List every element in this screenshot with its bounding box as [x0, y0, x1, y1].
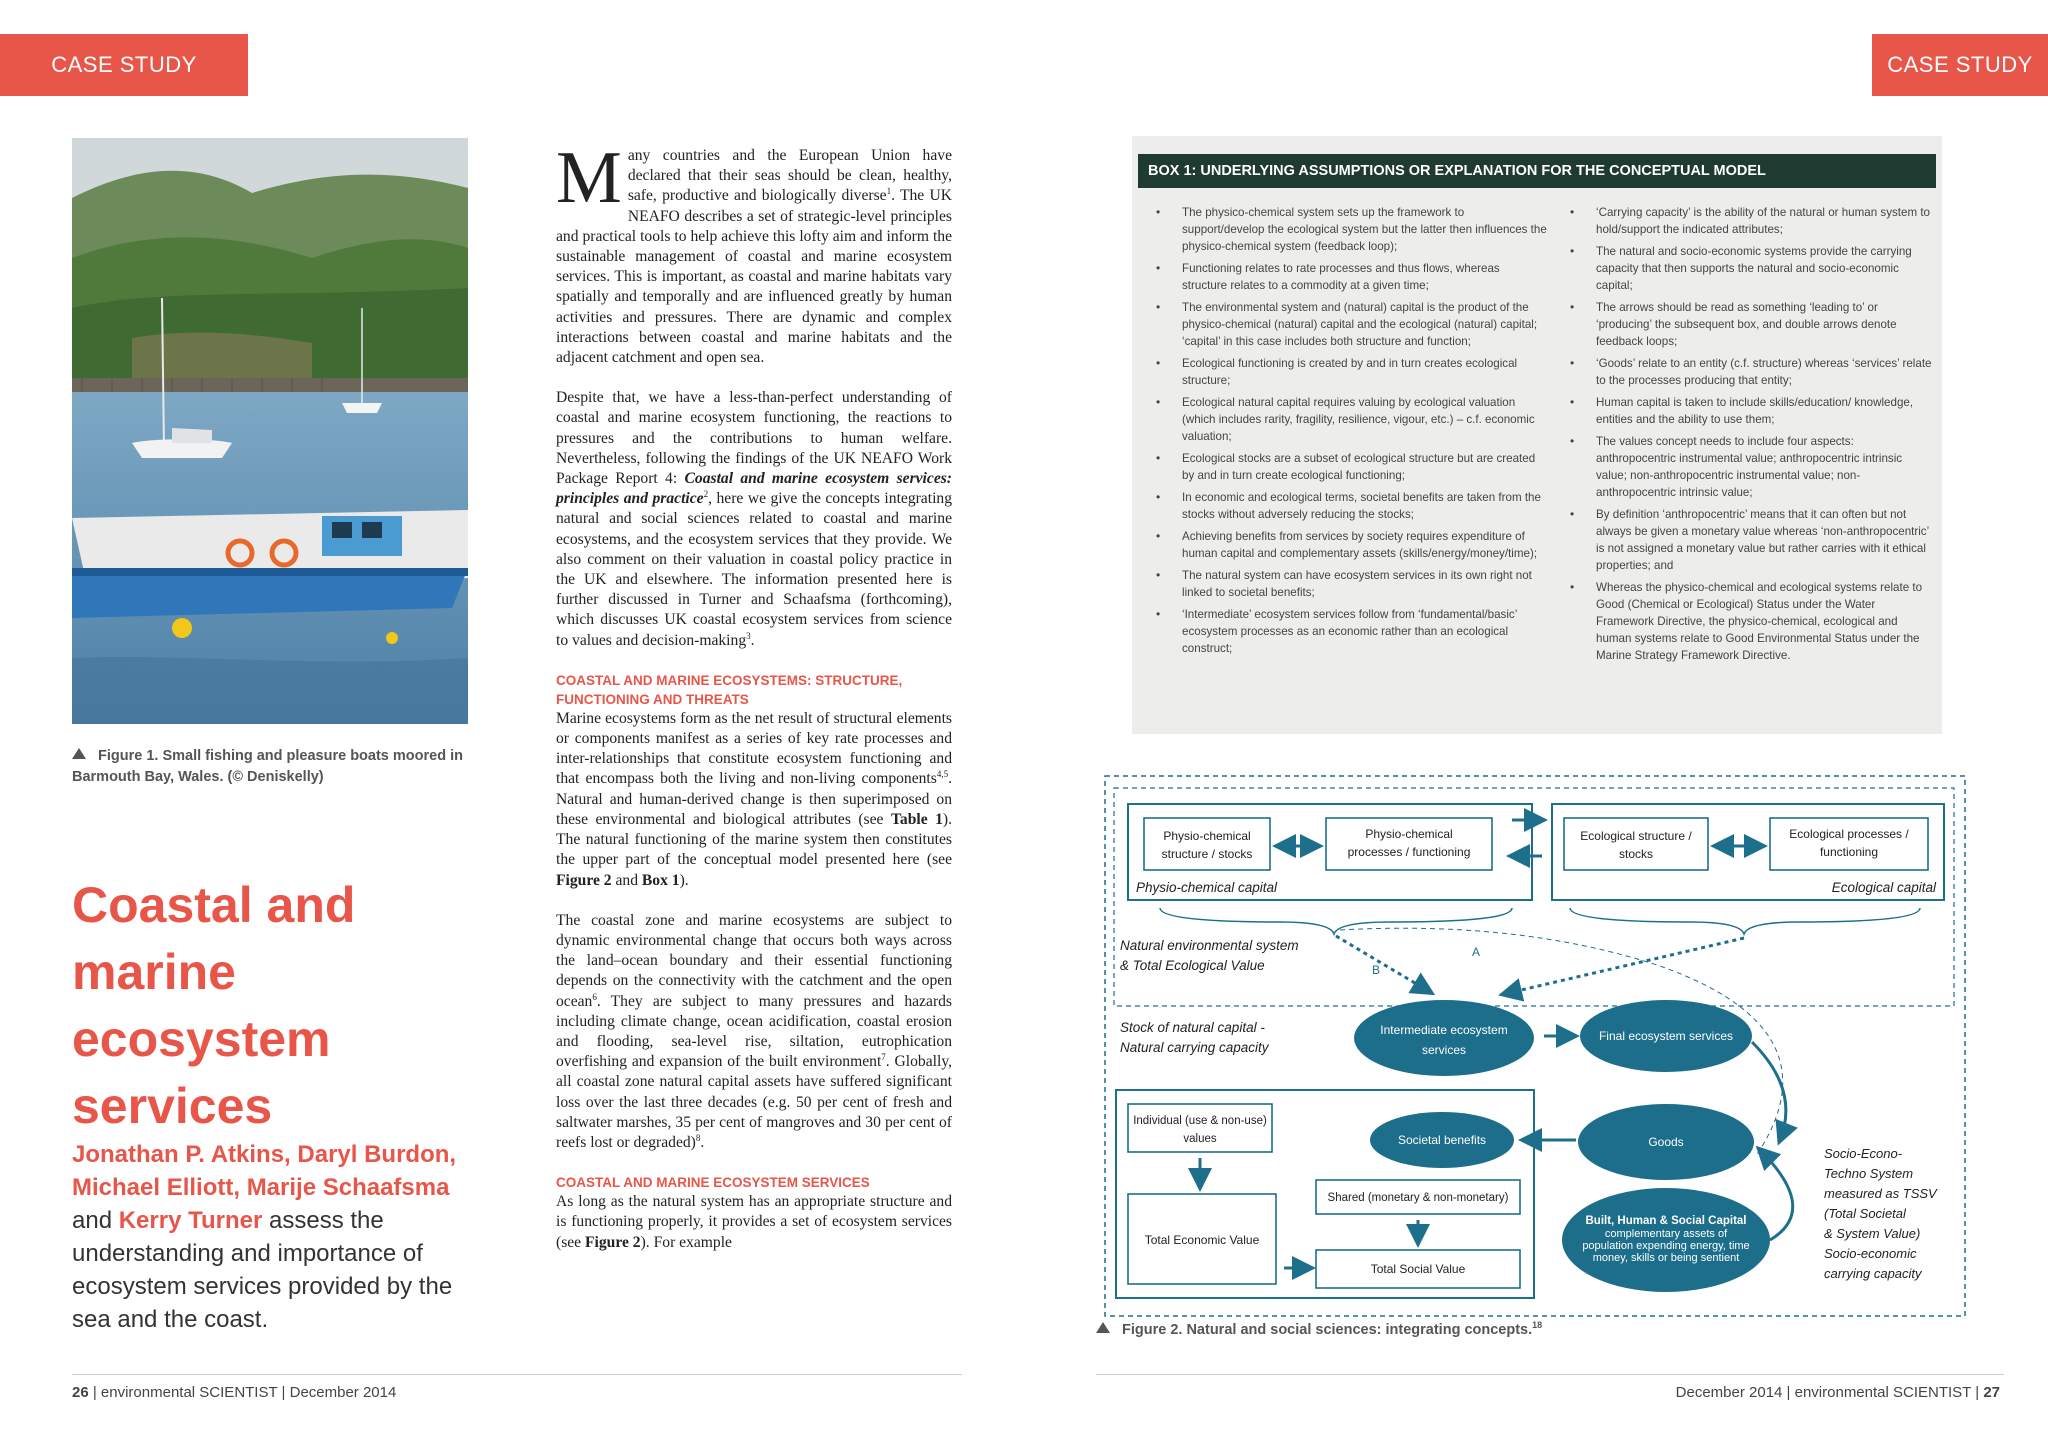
paragraph-1: [556, 137, 952, 368]
pc-processes-text: Physio-chemical: [1365, 827, 1453, 841]
paragraph-3: [556, 709, 952, 891]
footer-left-text: | environmental SCIENTIST | December 2014: [88, 1384, 397, 1401]
box1-left-item: • Achieving benefits from services by society requires expenditure of human capital and complementary assets (skills/energy/money/time);: [1142, 528, 1548, 562]
eco-processes-box: [1770, 818, 1928, 870]
tev-text: Total Economic Value: [1144, 1233, 1260, 1247]
paragraph-4: The coastal zone and marine ecosystems are subject to dynamic environmental change that occurs both ways across the land–ocean boundary and their essential functioning depends on the connectivity with the catchment and the open ocean$^6$. They are subject to many pressures and hazards including climate change, ocean acidification, coastal erosion and flooding, sea-level rise, siltation, eutrophication overfishing and expansion of the built environment$^7$. Globally, all coastal zone natural capital assets have suffered significant loss over the last three decades (e.g. 50 per cent of fresh and saltwater marshes, 35 per cent of mangroves and 30 per cent of reefs lost or degraded)$^8$.: [556, 911, 952, 1151]
socio-text: Socio-Econo-: [1824, 1146, 1903, 1161]
para2-sup2: 3: [746, 630, 751, 641]
box1-right-item: • ‘Goods’ relate to an entity (c.f. structure) whereas ‘services’ relate to the processes producing that entity;: [1556, 355, 1936, 389]
box1-left-item: • Ecological functioning is created by and in turn creates ecological structure;: [1142, 355, 1548, 389]
body-column: [556, 137, 952, 1273]
stock-label: Stock of natural capital -: [1120, 1020, 1265, 1035]
para4-a: The coastal zone and marine ecosystems are subject to dynamic environmental change that occurs both ways across the land–ocean boundary and their essential functioning depends on the connectivity with the catchment and the open ocean: [556, 911, 952, 1010]
box1-left-item: • Functioning relates to rate processes and thus flows, whereas structure relates to a commodity at a given time;: [1142, 260, 1548, 294]
paragraph-2: Despite that, we have a less-than-perfect understanding of coastal and marine ecosystem functioning, the reactions to pressures and the contributions to human welfare. Nevertheless, following the findings of the UK NEAFO Work Package Report 4: Coastal and marine ecosystem services: principles and practice$^2$, here we give the concepts integrating natural and social sciences related to coastal and marine ecosystems, and the ecosystem services that they provide. We also comment on their valuation in coastal policy practice in the UK and elsewhere. The information presented here is further discussed in Turner and Schaafsma (forthcoming), which discusses UK coastal ecosystem services from science to values and decision-making$^3$.: [556, 389, 952, 649]
box1-right-item: • Whereas the physico-chemical and ecological systems relate to Good (Chemical or Ecological) Status under the Water Framework Directive, the physico-chemical, ecological and human systems relate to Good Environmental Status under the Marine Strategy Framework Directive.: [1556, 579, 1936, 664]
page-number-right: 27: [1983, 1384, 2000, 1401]
para4-sup1: 6: [592, 991, 597, 1002]
eco-structure-text-2: stocks: [1618, 847, 1654, 861]
box1-left-item: • The environmental system and (natural) capital is the product of the physico-chemical (natural) capital and the ecological (natural) capital; ‘capital’ in this case includes both structure and function;: [1142, 299, 1548, 350]
figure2-diagram: [1100, 770, 1970, 1330]
pc-structure-box: [1144, 818, 1270, 870]
box1-left-item: • The physico-chemical system sets up the framework to support/develop the ecological system but the latter then influences the physico-chemical system (feedback loop);: [1142, 204, 1548, 255]
figure2-caption-text: Figure 2. Natural and social sciences: integrating concepts.: [1122, 1322, 1533, 1338]
box1-right-item: • The values concept needs to include four aspects: anthropocentric instrumental value; anthropocentric intrinsic value; non-anthropocentric instrumental value; non-anthropocentric intrinsic value;: [1556, 433, 1936, 501]
box1-link[interactable]: Box 1: [641, 871, 680, 889]
label-a: A: [1472, 945, 1481, 959]
shared-text: Shared (monetary & non-monetary): [1327, 1192, 1509, 1204]
built-text-2: complementary assets of: [1604, 1228, 1728, 1240]
box1-right-item: • ‘Carrying capacity’ is the ability of the natural or human system to hold/support the indicated attributes;: [1556, 204, 1936, 238]
article-title: Coastal and marine ecosystem services: [72, 877, 356, 1134]
para2-sup1: 2: [703, 489, 709, 500]
built-text-3: population expending energy, time: [1582, 1240, 1750, 1252]
socio-text-6: Socio-economic: [1824, 1246, 1917, 1261]
eco-structure-box: [1564, 818, 1708, 870]
byline-and: and: [72, 1207, 113, 1234]
para5-a: As long as the natural system has an appropriate structure and is functioning properly, it provides a set of ecosystem services (see: [556, 1193, 952, 1251]
para3-c: ). The natural functioning of the marine system then constitutes the upper part of the conceptual model presented here (see: [556, 810, 952, 869]
socio-text-7: carrying capacity: [1824, 1266, 1922, 1281]
socio-text-5: & System Value): [1824, 1226, 1921, 1241]
final-text: Final ecosystem services: [1598, 1029, 1734, 1043]
figure2-link[interactable]: Figure 2: [556, 871, 612, 889]
stock-label-2: Natural carrying capacity: [1120, 1040, 1269, 1055]
para4-sup2: 7: [881, 1051, 886, 1062]
para3-a: Marine ecosystems form as the net result of structural elements or components manifest as a series of key rate processes and inter-relationships that constitute ecosystem functioning and that encompass both the living and non-living components: [556, 709, 952, 788]
figure2-link-2[interactable]: Figure 2: [585, 1233, 641, 1251]
pc-structure-text: Physio-chemical: [1163, 829, 1251, 843]
pc-processes-box: [1326, 818, 1492, 870]
box1-left-item: • ‘Intermediate’ ecosystem services follow from ‘fundamental/basic’ ecosystem processes as an economic rather than an ecological construct;: [1142, 606, 1548, 657]
box1: [1132, 136, 1942, 734]
section-heading-services: COASTAL AND MARINE ECOSYSTEM SERVICES: [556, 1175, 870, 1191]
para3-sup: 4,5: [936, 769, 949, 780]
intermediate-node: [1354, 1000, 1534, 1076]
box1-left-item: • In economic and ecological terms, societal benefits are taken from the stocks without adversely reducing the stocks;: [1142, 489, 1548, 523]
para2-a: Despite that, we have a less-than-perfect understanding of coastal and marine ecosystem functioning, the reactions to pressures and the contributions to human welfare. Nevertheless, following the findings of the UK NEAFO Work Package Report 4:: [556, 389, 952, 488]
footer-rule-left: [72, 1374, 962, 1375]
individual-text-2: values: [1183, 1133, 1217, 1145]
box1-left-item: • Ecological natural capital requires valuing by ecological valuation (which includes rarity, fragility, resilience, vigour, etc.) – c.f. economic valuation;: [1142, 394, 1548, 445]
arrow-final-goods: [1752, 1042, 1786, 1140]
box1-right-column: [1556, 204, 1936, 669]
footer-right: [1676, 1384, 2000, 1401]
figure1-caption-text: Figure 1. Small fishing and pleasure boats moored in Barmouth Bay, Wales. (© Deniskelly): [72, 748, 463, 785]
pc-processes-text-2: processes / functioning: [1347, 845, 1471, 859]
socio-text-4: (Total Societal: [1824, 1206, 1906, 1221]
paragraph-5: [556, 1192, 952, 1253]
box1-right-item: • Human capital is taken to include skills/education/ knowledge, entities and the ability to use them;: [1556, 394, 1936, 428]
para1-rest: . The UK NEAFO describes a set of strategic-level principles and practical tools to help achieve this lofty aim and inform the sustainable management of coastal and marine ecosystem services. This is important, as coastal and marine habitats vary spatially and temporally and are influenced greatly by human activities and pressures. There are dynamic and complex interactions between coastal and marine habitats and the adjacent catchment and open sea.: [556, 187, 952, 367]
figure1-caption: [72, 746, 472, 788]
box1-right-item: • The arrows should be read as something ‘leading to’ or ‘producing’ the subsequent box, and double arrows denote feedback loops;: [1556, 299, 1936, 350]
individual-text: Individual (use & non-use): [1133, 1115, 1267, 1127]
para1-text: any countries and the European Union have declared that their seas should be clean, healthy, safe, productive and biologically diverse: [627, 147, 952, 205]
table1-link[interactable]: Table 1: [890, 810, 943, 828]
para2-b: , here we give the concepts integrating natural and social sciences related to coastal and marine ecosystems, and the ecosystem services that they provide. We also comment on their valuation in coastal policy practice in the UK and elsewhere. The information presented here is further discussed in Turner and Schaafsma (forthcoming), which discusses UK coastal ecosystem services from science to values and decision-making: [556, 490, 952, 649]
eco-processes-text-2: functioning: [1819, 845, 1879, 859]
socio-text-2: Techno System: [1824, 1166, 1914, 1181]
tsv-text: Total Social Value: [1370, 1262, 1466, 1276]
arrow-eco-to-intermediate: [1504, 938, 1744, 994]
box1-left-item: • The natural system can have ecosystem services in its own right not linked to societal benefits;: [1142, 567, 1548, 601]
caption-triangle-icon: [72, 748, 86, 759]
arrow-b: [1336, 936, 1430, 992]
footer-left: [72, 1384, 396, 1401]
byline-author3: Kerry Turner: [118, 1207, 263, 1234]
box1-left-item: • Ecological stocks are a subset of ecological structure but are created by and in turn create ecological functioning;: [1142, 450, 1548, 484]
eco-brace: [1570, 908, 1920, 934]
byline-rest: assess the understanding and importance of ecosystem services provided by the sea and the coast.: [72, 1207, 453, 1333]
pc-structure-text-2: structure / stocks: [1161, 847, 1253, 861]
nat-env-label-2: & Total Ecological Value: [1120, 958, 1265, 973]
footer-rule-right: [1096, 1374, 2004, 1375]
para1-sup: 1: [886, 186, 892, 197]
label-b: B: [1372, 963, 1381, 977]
box1-title: BOX 1: UNDERLYING ASSUMPTIONS OR EXPLANATION FOR THE CONCEPTUAL MODEL: [1138, 154, 1936, 188]
byline: [72, 1138, 462, 1336]
caption-triangle-icon-2: [1096, 1322, 1110, 1333]
box1-left-column: [1142, 204, 1548, 662]
eco-structure-text: Ecological structure /: [1580, 829, 1692, 843]
societal-text: Societal benefits: [1397, 1133, 1487, 1147]
eco-capital-label: Ecological capital: [1831, 880, 1936, 895]
byline-author2: Michael Elliott, Marije Schaafsma: [72, 1174, 450, 1201]
para3-and: and: [611, 871, 642, 889]
byline-author1: Jonathan P. Atkins, Daryl Burdon,: [72, 1141, 457, 1168]
built-text-4: money, skills or being sentient: [1592, 1252, 1740, 1264]
para4-sup3: 8: [695, 1132, 701, 1143]
drop-cap: M: [556, 137, 622, 219]
box1-right-item: • By definition ‘anthropocentric’ means that it can often but not always be given a monetary value whereas ‘non-anthropocentric’ is not assigned a monetary value but rather carries with it ethical properties; and: [1556, 506, 1936, 574]
para3-b: . Natural and human-derived change is then superimposed on these environmental and biological attributes (see: [556, 770, 952, 828]
figure2-caption-sup: 18: [1532, 1320, 1543, 1331]
goods-text: Goods: [1648, 1135, 1684, 1149]
para4-b: . They are subject to many pressures and hazards including climate change, ocean acidification, coastal erosion and flooding, sea-level rise, siltation, eutrophication overfishing and expansion of the built environment: [556, 992, 952, 1071]
box1-right-item: • The natural and socio-economic systems provide the carrying capacity that then supports the natural and socio-economic capital;: [1556, 243, 1936, 294]
nat-env-label: Natural environmental system: [1120, 938, 1299, 953]
figure2-caption: [1096, 1322, 1542, 1338]
page-number-left: 26: [72, 1384, 89, 1401]
socio-text-3: measured as TSSV: [1824, 1186, 1937, 1201]
box1-right-list: [1556, 204, 1936, 664]
case-study-tab-left: CASE STUDY: [0, 34, 248, 96]
section-heading-structure: COASTAL AND MARINE ECOSYSTEMS: STRUCTURE, FUNCTIONING AND THREATS: [556, 672, 903, 707]
intermediate-text-2: services: [1421, 1043, 1467, 1057]
intermediate-text: Intermediate ecosystem: [1380, 1023, 1508, 1037]
box1-left-list: [1142, 204, 1548, 657]
case-study-tab-right: CASE STUDY: [1872, 34, 2048, 96]
footer-right-text: December 2014 | environmental SCIENTIST |: [1675, 1384, 1984, 1401]
built-text: Built, Human & Social Capital: [1585, 1215, 1747, 1227]
figure1-photo: [72, 138, 468, 724]
eco-processes-text: Ecological processes /: [1789, 827, 1909, 841]
para4-c: . Globally, all coastal zone natural capital assets have suffered significant loss over the last three decades (e.g. 50 per cent of fresh and saltwater marshes, 35 per cent of mangroves and 30 per cent of reefs lost or degraded): [556, 1053, 952, 1151]
para3-end: ).: [679, 871, 689, 889]
para5-b: ). For example: [640, 1233, 732, 1251]
pc-capital-label: Physio-chemical capital: [1136, 880, 1278, 895]
para2-report-title: Coastal and marine ecosystem services: principles and practice: [556, 470, 952, 508]
